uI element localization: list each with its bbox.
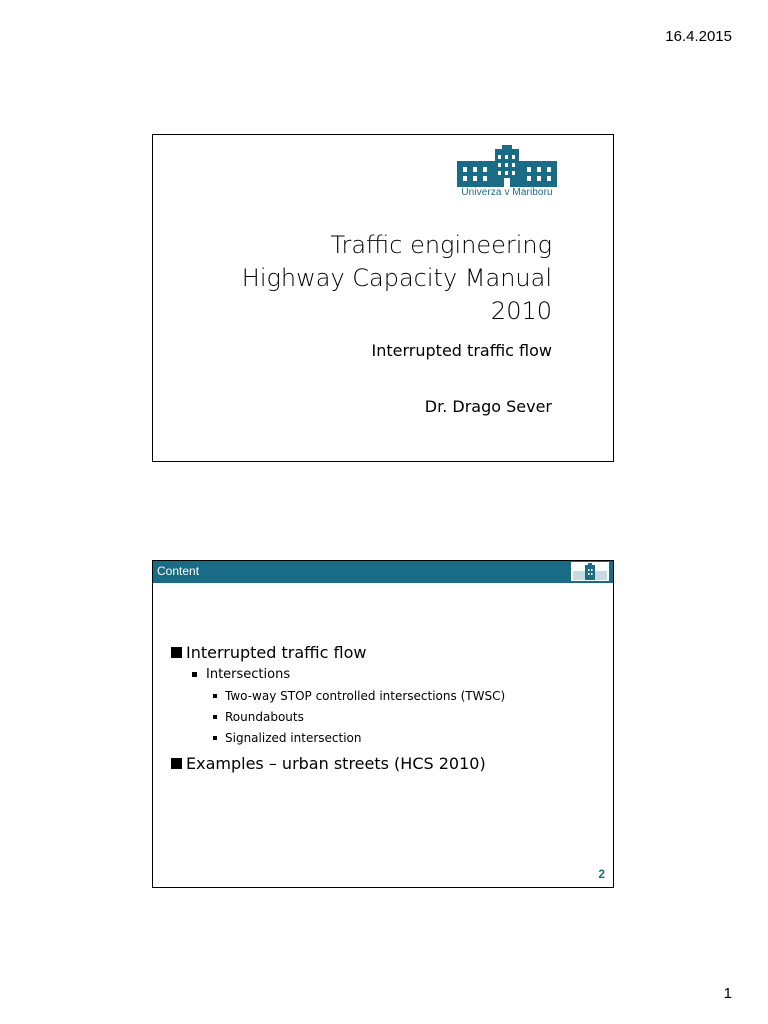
square-bullet-icon (171, 758, 182, 769)
bullet-text: Two-way STOP controlled intersections (TWSC) (225, 688, 506, 703)
bullet-text: Roundabouts (225, 709, 304, 724)
document-date: 16.4.2015 (665, 28, 732, 45)
list-item (213, 727, 505, 748)
header-logo (571, 562, 609, 581)
title-slide (152, 134, 614, 462)
university-building-icon (457, 145, 557, 187)
square-bullet-icon (171, 647, 182, 658)
page-number: 1 (723, 985, 732, 1002)
title-line-1: Traffic engineering (330, 231, 552, 259)
bullet-list (171, 641, 505, 774)
square-bullet-icon (213, 694, 217, 698)
university-logo (457, 145, 557, 199)
square-bullet-icon (213, 736, 217, 740)
bullet-text: Examples – urban streets (HCS 2010) (186, 753, 486, 773)
list-item (171, 641, 505, 663)
title-line-2: Highway Capacity Manual (241, 264, 552, 292)
content-slide (152, 560, 614, 888)
list-item (213, 685, 505, 706)
slide-header-bar (153, 561, 613, 583)
list-item (171, 752, 505, 774)
university-name: Univerza v Mariboru (461, 187, 553, 198)
square-bullet-icon (213, 715, 217, 719)
slide-header-title: Content (157, 564, 200, 578)
slide-subtitle: Interrupted traffic flow (371, 341, 552, 360)
bullet-text: Signalized intersection (225, 730, 362, 745)
slide-title (242, 229, 552, 328)
list-item (213, 706, 505, 727)
square-bullet-icon (192, 672, 197, 677)
bullet-text: Interrupted traffic flow (186, 642, 367, 662)
list-item (192, 663, 505, 685)
slide-number: 2 (598, 867, 605, 881)
university-building-icon (571, 562, 609, 581)
bullet-text: Intersections (206, 666, 291, 682)
title-line-3: 2010 (490, 297, 552, 325)
slide-author: Dr. Drago Sever (424, 397, 552, 416)
